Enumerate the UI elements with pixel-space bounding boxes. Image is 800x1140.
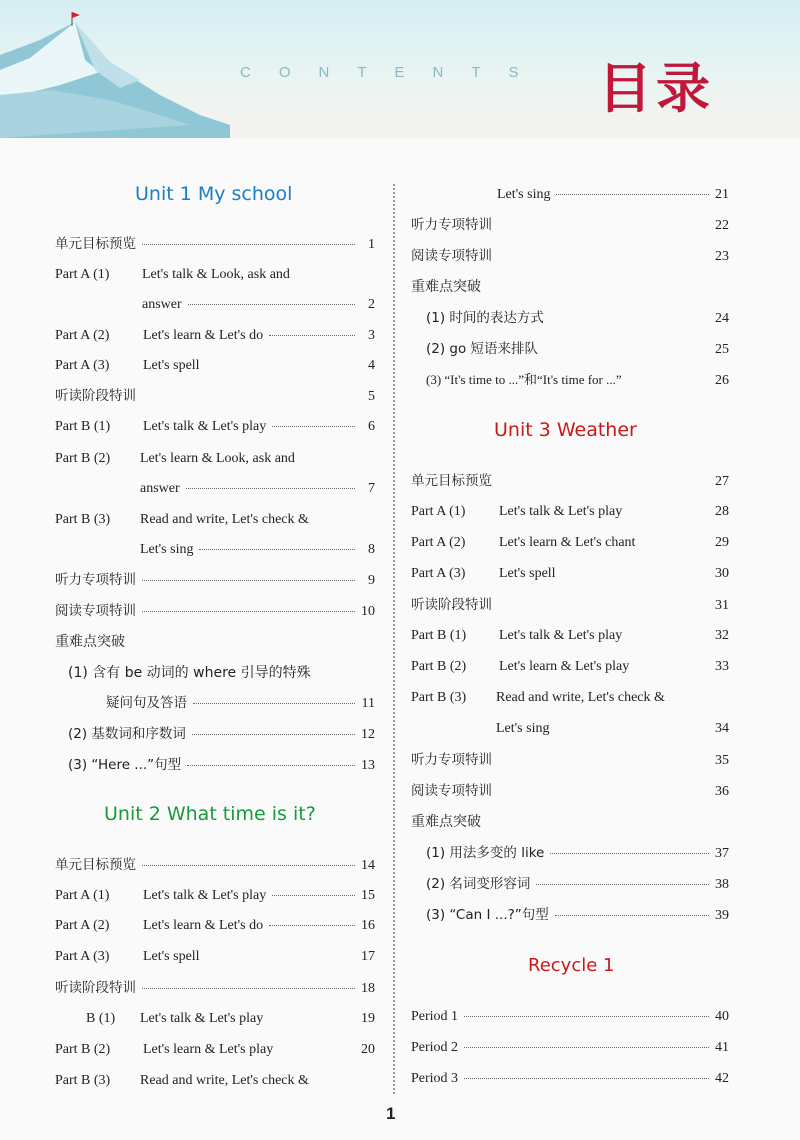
column-divider bbox=[393, 184, 395, 1094]
toc-entry[interactable]: 阅读专项特训 36 bbox=[411, 783, 729, 799]
mountain-illustration bbox=[0, 0, 230, 138]
toc-section-label: 重难点突破 bbox=[55, 634, 125, 650]
toc-entry[interactable]: 听力专项特训 22 bbox=[411, 217, 729, 233]
toc-entry[interactable]: Part B (3) Read and write, Let's check & bbox=[55, 512, 309, 527]
toc-entry[interactable]: Part A (2) Let's learn & Let's do 3 bbox=[55, 328, 375, 343]
toc-entry[interactable]: 阅读专项特训 10 bbox=[55, 603, 375, 619]
toc-entry[interactable]: 阅读专项特训 23 bbox=[411, 248, 729, 264]
toc-entry[interactable]: Part B (1) Let's talk & Let's play 32 bbox=[411, 628, 729, 643]
toc-entry[interactable]: 听读阶段特训 18 bbox=[55, 980, 375, 996]
toc-entry[interactable]: Part B (2) Let's learn & Let's play 20 bbox=[55, 1042, 375, 1057]
toc-entry[interactable]: Part A (1) Let's talk & Let's play 28 bbox=[411, 504, 729, 519]
toc-entry[interactable]: 听力专项特训 35 bbox=[411, 752, 729, 768]
toc-entry[interactable]: Part A (3) Let's spell 4 bbox=[55, 358, 375, 373]
toc-entry[interactable]: (3) “It's time to ...”和“It's time for ...” 26 bbox=[426, 372, 729, 388]
toc-entry[interactable]: 疑问句及答语 11 bbox=[106, 695, 375, 711]
toc-section-label: 重难点突破 bbox=[411, 814, 481, 830]
toc-entry[interactable]: Part A (1) Let's talk & Look, ask and bbox=[55, 267, 290, 282]
unit1-title: Unit 1 My school bbox=[135, 183, 293, 205]
page-title: 目录 bbox=[598, 57, 714, 120]
toc-entry[interactable]: Let's sing 34 bbox=[496, 721, 729, 736]
toc-entry[interactable]: 听力专项特训 9 bbox=[55, 572, 375, 588]
page-number: 1 bbox=[386, 1104, 396, 1123]
toc-entry[interactable]: Part B (2) Let's learn & Look, ask and bbox=[55, 451, 295, 466]
toc-entry[interactable]: Part B (1) Let's talk & Let's play 6 bbox=[55, 419, 375, 434]
unit2-title: Unit 2 What time is it? bbox=[104, 803, 316, 825]
toc-entry[interactable]: Period 2 41 bbox=[411, 1040, 729, 1055]
toc-section-label: 重难点突破 bbox=[411, 279, 481, 295]
toc-entry[interactable]: (1) 用法多变的 like 37 bbox=[426, 845, 729, 861]
toc-entry[interactable]: 听读阶段特训 31 bbox=[411, 597, 729, 613]
toc-entry[interactable]: (3) “Can I ...?”句型 39 bbox=[426, 907, 729, 923]
header-banner bbox=[0, 0, 800, 138]
toc-entry[interactable]: (1) 时间的表达方式 24 bbox=[426, 310, 729, 326]
toc-entry[interactable]: Part A (2) Let's learn & Let's do 16 bbox=[55, 918, 375, 933]
toc-entry[interactable]: Part B (3) Read and write, Let's check & bbox=[55, 1073, 309, 1088]
contents-word: CONTENTS bbox=[240, 64, 547, 81]
toc-entry[interactable]: 单元目标预览 1 bbox=[55, 236, 375, 252]
toc-entry[interactable]: (2) go 短语来排队 25 bbox=[426, 341, 729, 357]
toc-entry[interactable]: Let's sing 21 bbox=[497, 187, 729, 202]
toc-entry[interactable]: (3) “Here ...”句型 13 bbox=[68, 757, 375, 773]
toc-entry[interactable]: (1) 含有 be 动词的 where 引导的特殊 bbox=[68, 665, 311, 681]
toc-entry[interactable]: answer 2 bbox=[142, 297, 375, 312]
toc-entry[interactable]: Period 3 42 bbox=[411, 1071, 729, 1086]
toc-entry[interactable]: Part A (1) Let's talk & Let's play 15 bbox=[55, 888, 375, 903]
recycle1-title: Recycle 1 bbox=[528, 955, 615, 976]
toc-entry[interactable]: 听读阶段特训 5 bbox=[55, 388, 375, 404]
toc-entry[interactable]: Part A (3) Let's spell 17 bbox=[55, 949, 375, 964]
toc-entry[interactable]: Part B (2) Let's learn & Let's play 33 bbox=[411, 659, 729, 674]
toc-entry[interactable]: (2) 名词变形容词 38 bbox=[426, 876, 729, 892]
toc-entry[interactable]: answer 7 bbox=[140, 481, 375, 496]
unit3-title: Unit 3 Weather bbox=[494, 419, 637, 441]
toc-entry[interactable]: Part A (3) Let's spell 30 bbox=[411, 566, 729, 581]
toc-entry[interactable]: (2) 基数词和序数词 12 bbox=[68, 726, 375, 742]
toc-entry[interactable]: Let's sing 8 bbox=[140, 542, 375, 557]
toc-entry[interactable]: 单元目标预览 14 bbox=[55, 857, 375, 873]
toc-entry[interactable]: Part A (2) Let's learn & Let's chant 29 bbox=[411, 535, 729, 550]
toc-entry[interactable]: Period 1 40 bbox=[411, 1009, 729, 1024]
toc-entry[interactable]: B (1) Let's talk & Let's play 19 bbox=[86, 1011, 375, 1026]
toc-entry[interactable]: Part B (3) Read and write, Let's check & bbox=[411, 690, 665, 705]
toc-entry[interactable]: 单元目标预览 27 bbox=[411, 473, 729, 489]
